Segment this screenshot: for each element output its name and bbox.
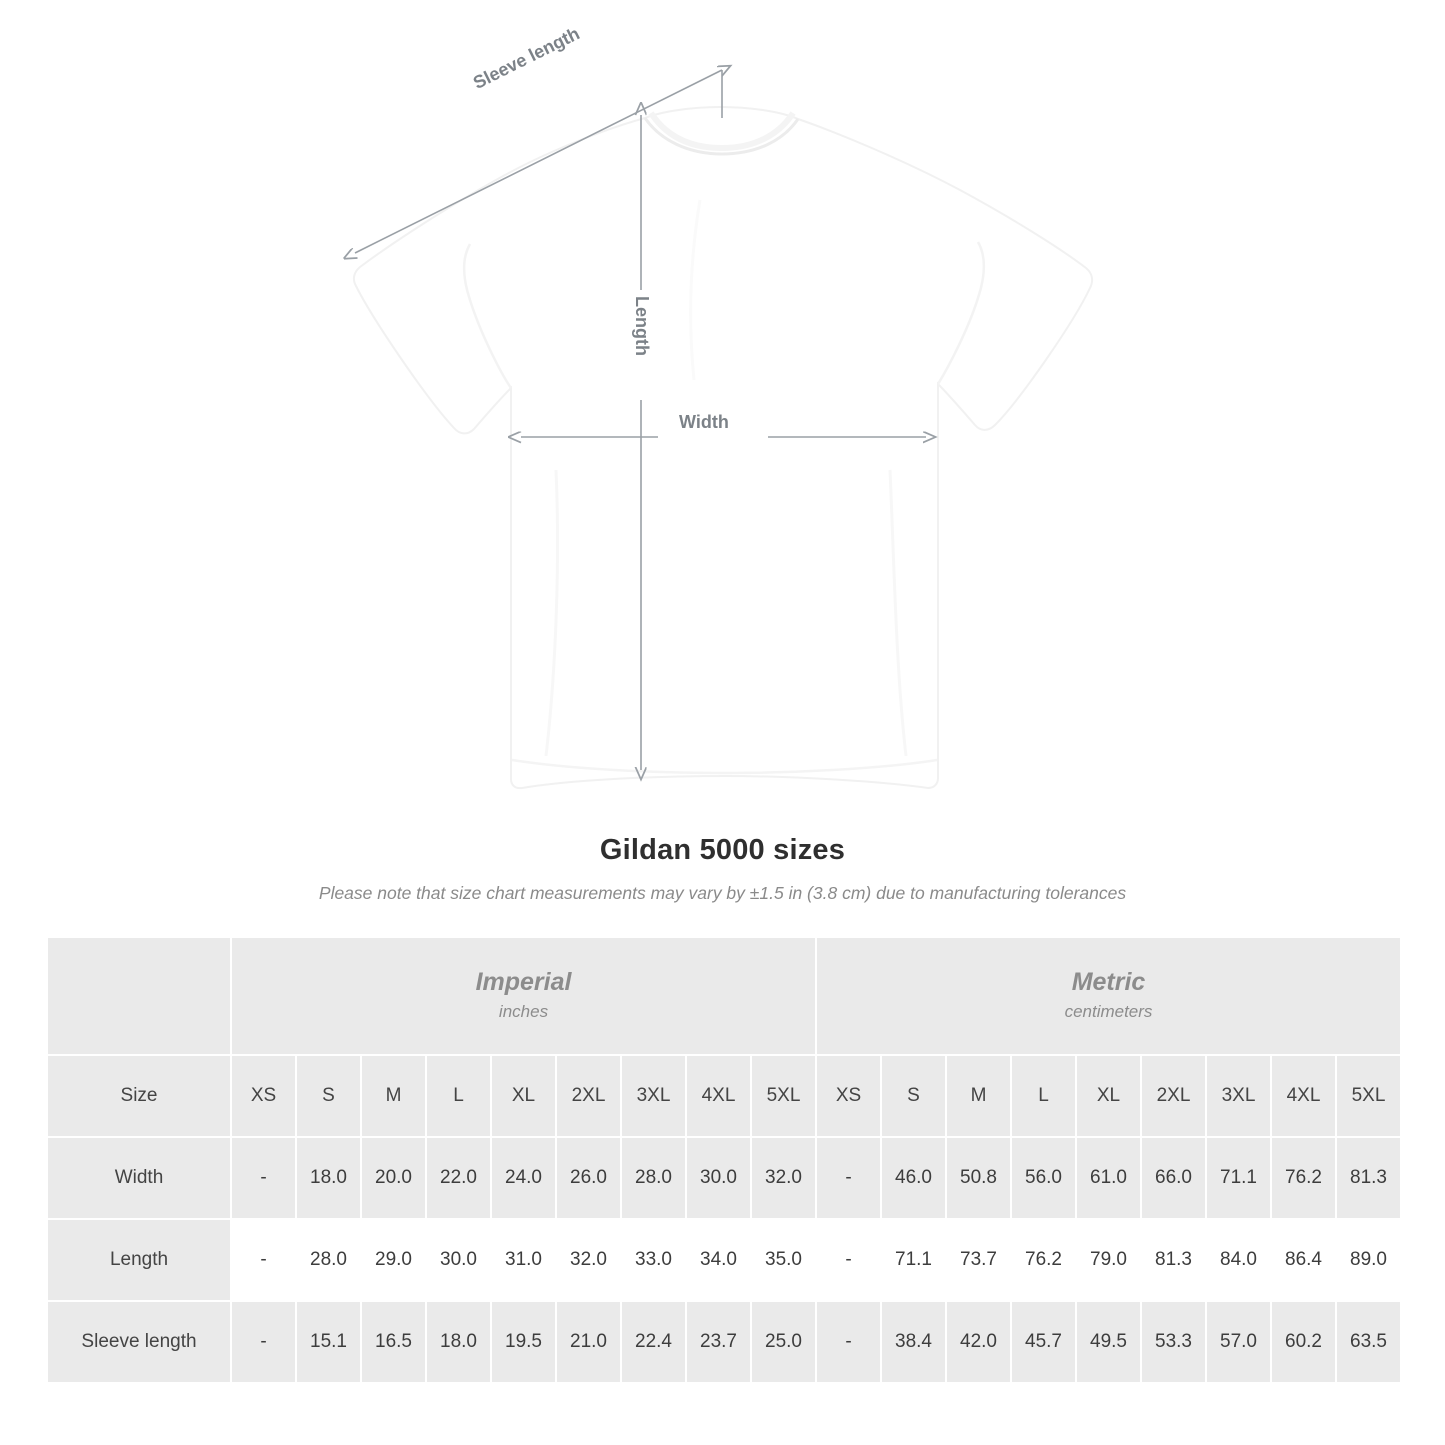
col-head-imperial-2xl: 2XL <box>556 1055 621 1137</box>
cell-width-metric-l: 56.0 <box>1011 1137 1076 1219</box>
cell-sleeve-imperial-5xl: 25.0 <box>751 1301 816 1383</box>
col-head-metric-l: L <box>1011 1055 1076 1137</box>
col-head-imperial-xs: XS <box>231 1055 296 1137</box>
cell-width-metric-2xl: 66.0 <box>1141 1137 1206 1219</box>
cell-length-imperial-3xl: 33.0 <box>621 1219 686 1301</box>
chart-note: Please note that size chart measurements may vary by ±1.5 in (3.8 cm) due to manufacturing tolerances <box>318 883 1127 903</box>
cell-width-metric-m: 50.8 <box>946 1137 1011 1219</box>
unit-header-imperial <box>231 937 816 1055</box>
table-row <box>47 1137 1401 1219</box>
cell-length-imperial-xl: 31.0 <box>491 1219 556 1301</box>
row-label-length: Length <box>47 1219 231 1301</box>
size-table <box>46 936 1402 1384</box>
unit-header-metric <box>816 937 1401 1055</box>
row-label-sleeve-length: Sleeve length <box>47 1301 231 1383</box>
cell-length-imperial-s: 28.0 <box>296 1219 361 1301</box>
length-label: Length <box>632 296 652 356</box>
cell-width-imperial-m: 20.0 <box>361 1137 426 1219</box>
cell-sleeve-imperial-l: 18.0 <box>426 1301 491 1383</box>
cell-length-imperial-xs: - <box>231 1219 296 1301</box>
cell-width-imperial-l: 22.0 <box>426 1137 491 1219</box>
cell-length-imperial-2xl: 32.0 <box>556 1219 621 1301</box>
cell-sleeve-imperial-4xl: 23.7 <box>686 1301 751 1383</box>
cell-sleeve-metric-4xl: 60.2 <box>1271 1301 1336 1383</box>
size-label-cell: Size <box>47 1055 231 1137</box>
cell-length-imperial-5xl: 35.0 <box>751 1219 816 1301</box>
cell-width-metric-5xl: 81.3 <box>1336 1137 1401 1219</box>
cell-length-metric-4xl: 86.4 <box>1271 1219 1336 1301</box>
unit-header-row <box>47 937 1401 1055</box>
chart-title: Gildan 5000 sizes <box>599 834 846 866</box>
col-head-metric-xl: XL <box>1076 1055 1141 1137</box>
cell-sleeve-imperial-3xl: 22.4 <box>621 1301 686 1383</box>
cell-width-metric-xl: 61.0 <box>1076 1137 1141 1219</box>
cell-sleeve-imperial-2xl: 21.0 <box>556 1301 621 1383</box>
col-head-metric-3xl: 3XL <box>1206 1055 1271 1137</box>
cell-sleeve-metric-5xl: 63.5 <box>1336 1301 1401 1383</box>
cell-length-imperial-m: 29.0 <box>361 1219 426 1301</box>
shirt-shape <box>354 107 1092 788</box>
col-head-metric-5xl: 5XL <box>1336 1055 1401 1137</box>
cell-sleeve-metric-m: 42.0 <box>946 1301 1011 1383</box>
row-label-width: Width <box>47 1137 231 1219</box>
cell-sleeve-metric-xs: - <box>816 1301 881 1383</box>
cell-width-metric-3xl: 71.1 <box>1206 1137 1271 1219</box>
cell-width-metric-xs: - <box>816 1137 881 1219</box>
col-head-metric-m: M <box>946 1055 1011 1137</box>
cell-length-metric-xs: - <box>816 1219 881 1301</box>
col-head-imperial-s: S <box>296 1055 361 1137</box>
unit-sub-metric: centimeters <box>1064 1002 1153 1022</box>
col-head-imperial-l: L <box>426 1055 491 1137</box>
unit-header-blank <box>47 937 231 1055</box>
unit-name-metric: Metric <box>1071 967 1146 996</box>
cell-length-imperial-l: 30.0 <box>426 1219 491 1301</box>
cell-length-metric-s: 71.1 <box>881 1219 946 1301</box>
table-row <box>47 1219 1401 1301</box>
cell-width-imperial-5xl: 32.0 <box>751 1137 816 1219</box>
col-head-imperial-m: M <box>361 1055 426 1137</box>
col-head-metric-4xl: 4XL <box>1271 1055 1336 1137</box>
sleeve-length-label: Sleeve length <box>470 23 583 93</box>
col-head-imperial-4xl: 4XL <box>686 1055 751 1137</box>
col-head-imperial-3xl: 3XL <box>621 1055 686 1137</box>
unit-sub-imperial: inches <box>498 1002 549 1022</box>
col-head-metric-xs: XS <box>816 1055 881 1137</box>
cell-length-metric-m: 73.7 <box>946 1219 1011 1301</box>
cell-sleeve-metric-s: 38.4 <box>881 1301 946 1383</box>
size-table-wrapper <box>46 936 1399 1384</box>
cell-width-imperial-xs: - <box>231 1137 296 1219</box>
col-head-imperial-5xl: 5XL <box>751 1055 816 1137</box>
cell-sleeve-imperial-xs: - <box>231 1301 296 1383</box>
cell-length-metric-3xl: 84.0 <box>1206 1219 1271 1301</box>
width-label: Width <box>679 412 729 432</box>
cell-width-imperial-s: 18.0 <box>296 1137 361 1219</box>
cell-length-metric-2xl: 81.3 <box>1141 1219 1206 1301</box>
cell-sleeve-metric-xl: 49.5 <box>1076 1301 1141 1383</box>
cell-width-imperial-4xl: 30.0 <box>686 1137 751 1219</box>
col-head-metric-2xl: 2XL <box>1141 1055 1206 1137</box>
cell-sleeve-imperial-s: 15.1 <box>296 1301 361 1383</box>
cell-sleeve-metric-l: 45.7 <box>1011 1301 1076 1383</box>
cell-sleeve-metric-2xl: 53.3 <box>1141 1301 1206 1383</box>
col-head-imperial-xl: XL <box>491 1055 556 1137</box>
cell-length-imperial-4xl: 34.0 <box>686 1219 751 1301</box>
cell-width-metric-s: 46.0 <box>881 1137 946 1219</box>
cell-sleeve-metric-3xl: 57.0 <box>1206 1301 1271 1383</box>
cell-width-metric-4xl: 76.2 <box>1271 1137 1336 1219</box>
cell-length-metric-l: 76.2 <box>1011 1219 1076 1301</box>
cell-width-imperial-2xl: 26.0 <box>556 1137 621 1219</box>
size-header-row <box>47 1055 1401 1137</box>
cell-sleeve-imperial-xl: 19.5 <box>491 1301 556 1383</box>
cell-width-imperial-3xl: 28.0 <box>621 1137 686 1219</box>
cell-length-metric-xl: 79.0 <box>1076 1219 1141 1301</box>
col-head-metric-s: S <box>881 1055 946 1137</box>
unit-name-imperial: Imperial <box>475 967 572 996</box>
cell-sleeve-imperial-m: 16.5 <box>361 1301 426 1383</box>
table-row <box>47 1301 1401 1383</box>
cell-width-imperial-xl: 24.0 <box>491 1137 556 1219</box>
cell-length-metric-5xl: 89.0 <box>1336 1219 1401 1301</box>
